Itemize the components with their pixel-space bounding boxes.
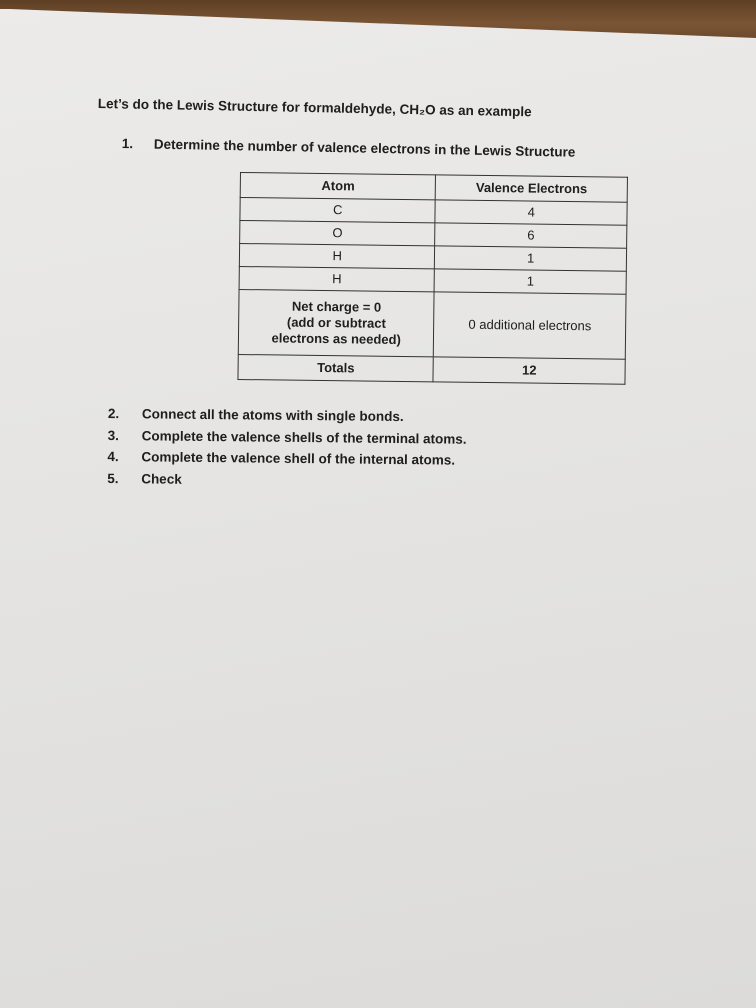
step-number: 5. <box>107 470 119 486</box>
valence-electrons-table <box>237 172 628 385</box>
step-number: 4. <box>107 448 119 465</box>
totals-value: 12 <box>433 357 625 384</box>
step-number: 3. <box>107 427 120 443</box>
net-charge-row <box>238 289 626 359</box>
electrons-cell: 1 <box>435 246 627 271</box>
totals-row <box>238 354 625 384</box>
atom-cell: C <box>240 198 436 223</box>
net-charge-line: (add or subtract <box>286 314 386 331</box>
steps-list <box>107 406 467 496</box>
step-number: 2. <box>107 406 120 422</box>
step-text: Connect all the atoms with single bonds. <box>141 406 404 425</box>
atom-cell: O <box>240 221 436 246</box>
header-atom: Atom <box>240 173 436 200</box>
document-heading: Let’s do the Lewis Structure for formaldehyde, CH₂O as an example <box>97 96 532 120</box>
net-charge-label <box>238 289 434 356</box>
electrons-cell: 4 <box>435 200 627 225</box>
step-1-number: 1. <box>121 136 134 152</box>
electrons-cell: 6 <box>435 223 627 248</box>
net-charge-value: 0 additional electrons <box>434 292 626 359</box>
atom-cell: H <box>239 266 435 291</box>
step-1-text: Determine the number of valence electrons in the Lewis Structure <box>153 136 576 160</box>
totals-label: Totals <box>238 354 434 381</box>
step-text: Check <box>141 470 182 487</box>
net-charge-line: electrons as needed) <box>271 330 401 347</box>
atom-cell: H <box>239 244 435 269</box>
electrons-cell: 1 <box>435 269 627 294</box>
net-charge-line: Net charge = 0 <box>291 298 382 315</box>
list-item <box>107 470 466 495</box>
header-valence-electrons: Valence Electrons <box>436 175 628 202</box>
step-text: Complete the valence shells of the terminal atoms. <box>141 427 467 447</box>
step-text: Complete the valence shell of the internal atoms. <box>141 449 456 468</box>
